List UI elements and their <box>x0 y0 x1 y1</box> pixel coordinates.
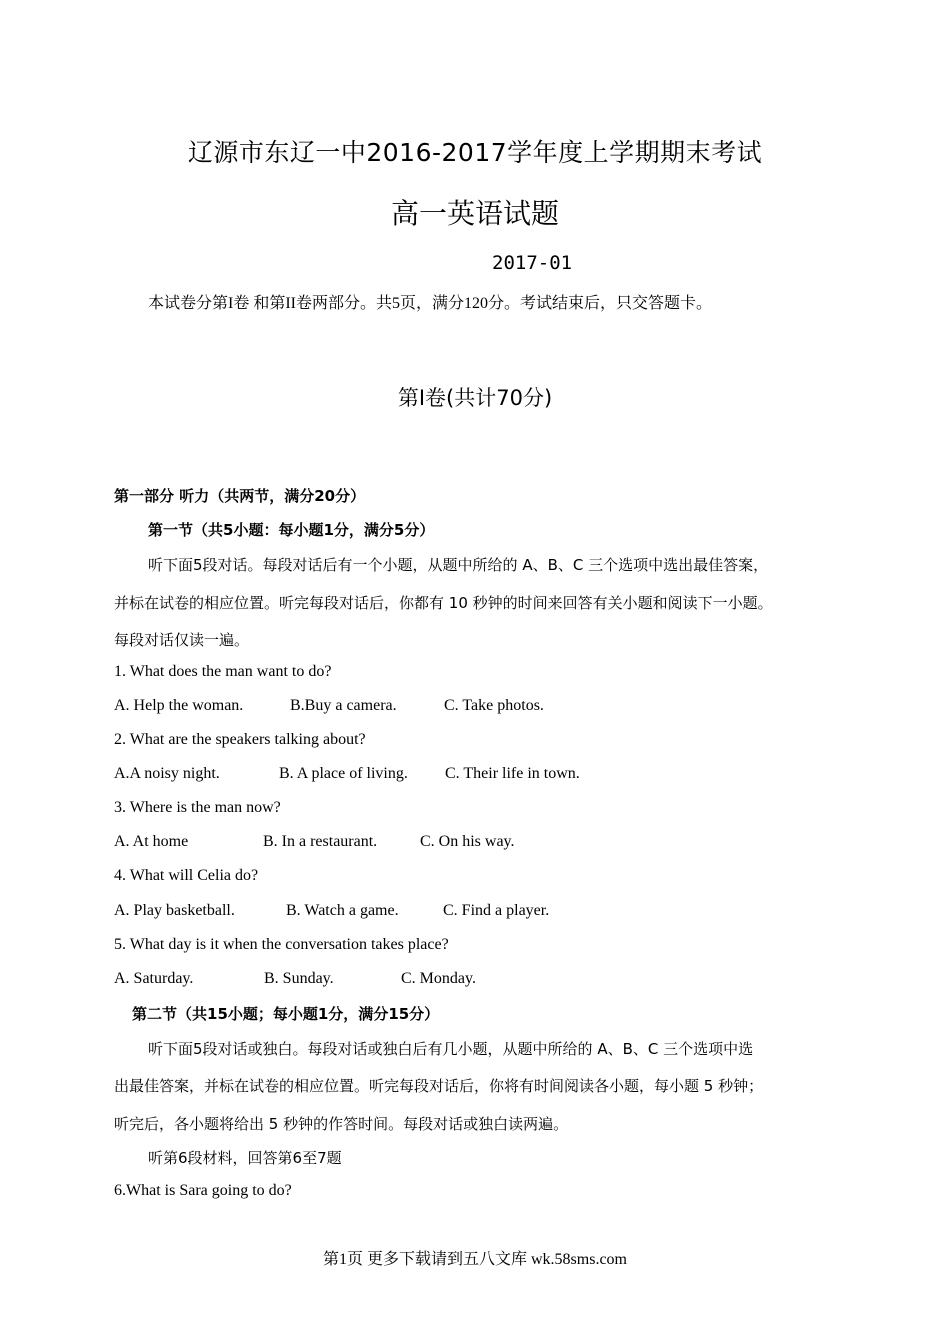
q4-option-b: B. Watch a game. <box>286 902 399 919</box>
section2-instruction-line: 出最佳答案，并标在试卷的相应位置。听完每段对话后，你将有时间阅读各小题，每小题 5 秒钟； <box>114 1077 764 1095</box>
section2-instruction-line: 听完后，各小题将给出 5 秒钟的作答时间。每段对话或独白读两遍。 <box>114 1115 569 1133</box>
q3-option-a: A. At home <box>114 833 189 850</box>
question-6: 6.What is Sara going to do? <box>114 1182 292 1199</box>
part1-heading: 第一部分 听力（共两节，满分20分） <box>114 487 366 505</box>
section2-heading: 第二节（共15小题；每小题1分，满分15分） <box>132 1005 440 1023</box>
q5-option-a: A. Saturday. <box>114 970 194 987</box>
q1-option-a: A. Help the woman. <box>114 697 244 714</box>
exam-subtitle: 高一英语试题 <box>390 197 559 230</box>
section1-instruction-line: 听下面5段对话。每段对话后有一个小题，从题中所给的 A、B、C 三个选项中选出最佳答案， <box>148 556 769 574</box>
question-5: 5. What day is it when the conversation takes place? <box>114 936 449 953</box>
section1-instruction-line: 并标在试卷的相应位置。听完每段对话后，你都有 10 秒钟的时间来回答有关小题和阅读下一小题。 <box>114 594 773 612</box>
page-footer: 第1页 更多下载请到五八文库 wk.58sms.com <box>322 1251 627 1268</box>
question-1: 1. What does the man want to do? <box>114 663 332 680</box>
q3-option-b: B. In a restaurant. <box>263 833 378 850</box>
material-note: 听第6段材料，回答第6至7题 <box>148 1149 342 1167</box>
q2-option-b: B. A place of living. <box>279 765 408 782</box>
q1-option-b: B.Buy a camera. <box>290 697 397 714</box>
q5-option-c: C. Monday. <box>401 970 476 987</box>
q3-option-c: C. On his way. <box>420 833 515 850</box>
question-2: 2. What are the speakers talking about? <box>114 731 366 748</box>
section1-heading: 第一节（共5小题：每小题1分，满分5分） <box>148 521 435 539</box>
q1-option-c: C. Take photos. <box>444 697 544 714</box>
section1-instruction-line: 每段对话仅读一遍。 <box>114 631 250 649</box>
question-4: 4. What will Celia do? <box>114 867 259 884</box>
exam-date: 2017-01 <box>492 252 573 274</box>
volume-heading: 第Ⅰ卷(共计70分) <box>397 386 553 410</box>
q5-option-b: B. Sunday. <box>264 970 334 987</box>
exam-title: 辽源市东辽一中2016-2017学年度上学期期末考试 <box>187 138 763 167</box>
q2-option-c: C. Their life in town. <box>445 765 580 782</box>
exam-intro: 本试卷分第I卷 和第II卷两部分。共5页，满分120分。考试结束后，只交答题卡。 <box>148 295 712 312</box>
section2-instruction-line: 听下面5段对话或独白。每段对话或独白后有几小题，从题中所给的 A、B、C 三个选项中选 <box>148 1040 754 1058</box>
q4-option-c: C. Find a player. <box>443 902 550 919</box>
question-3: 3. Where is the man now? <box>114 799 281 816</box>
q4-option-a: A. Play basketball. <box>114 902 235 919</box>
q2-option-a: A.A noisy night. <box>114 765 220 782</box>
